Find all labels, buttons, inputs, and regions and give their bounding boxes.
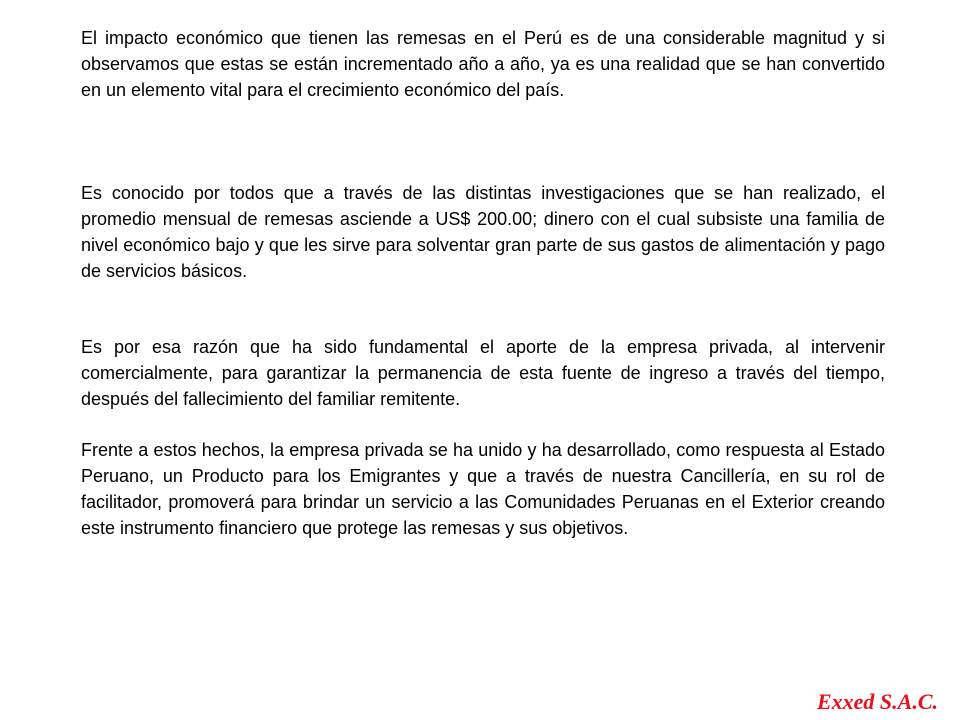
paragraph-private-sector: Es por esa razón que ha sido fundamental el aporte de la empresa privada, al intervenir comercialmente, para garantizar la permanencia de esta fuente de ingreso a través del tiempo, después del fallecimiento del familiar remitente. bbox=[81, 337, 885, 409]
paragraph-emigrant-product: Frente a estos hechos, la empresa privada se ha unido y ha desarrollado, como respuesta al Estado Peruano, un Producto para los Emigrantes y que a través de nuestra Cancillería, en su rol de facilitador, promoverá para brindar un servicio a las Comunidades Peruanas en el Exterior creando este instrumento financiero que protege las remesas y sus objetivos. bbox=[81, 440, 885, 538]
company-brand: Exxed S.A.C. bbox=[816, 689, 938, 714]
paragraph-monthly-average: Es conocido por todos que a través de las distintas investigaciones que se han realizado, el promedio mensual de remesas asciende a US$ 200.00; dinero con el cual subsiste una familia de nivel económico bajo y que les sirve para solventar gran parte de sus gastos de alimentación y pago de servicios básicos. bbox=[81, 183, 885, 281]
paragraph-remittance-impact: El impacto económico que tienen las remesas en el Perú es de una considerable magnitud y si observamos que estas se están incrementado año a año, ya es una realidad que se han convertido en un elemento vital para el crecimiento económico del país. bbox=[81, 28, 885, 100]
